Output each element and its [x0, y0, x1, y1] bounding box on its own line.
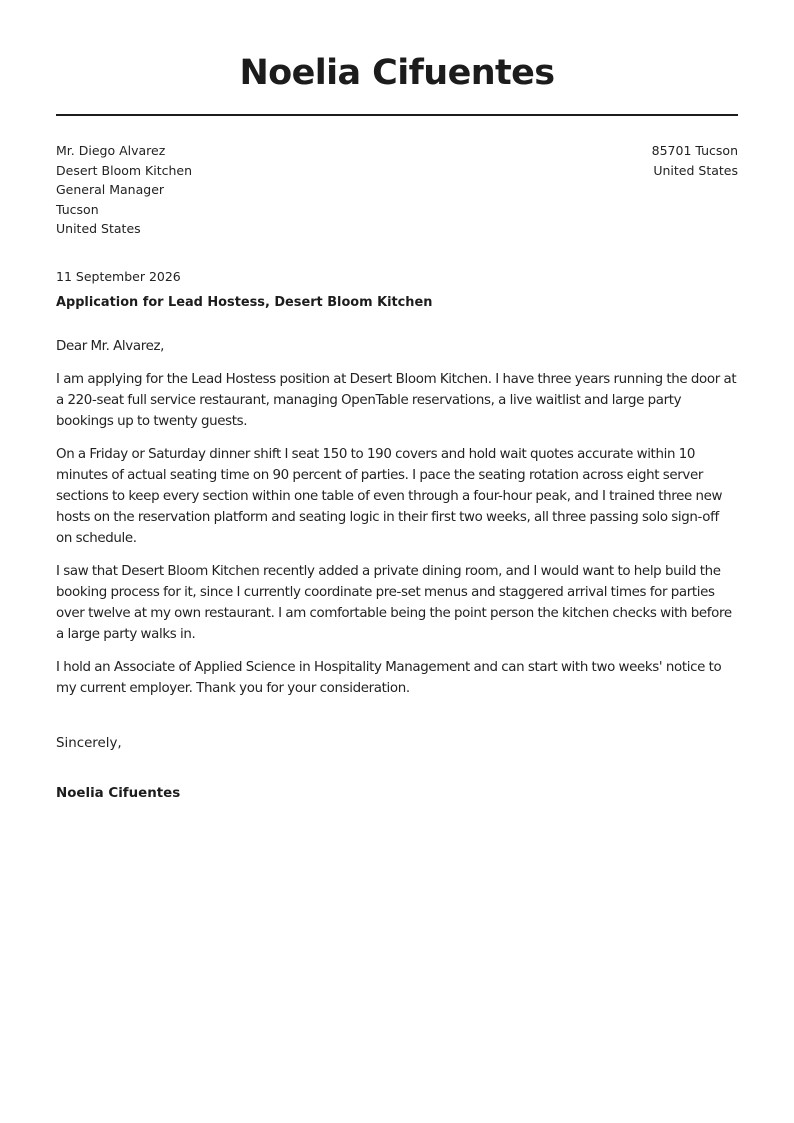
body-paragraph: I hold an Associate of Applied Science in Hospitality Management and can start with two weeks' notice to my current employer. Thank you for your consideration. — [56, 660, 722, 696]
letter-signature: Noelia Cifuentes — [56, 786, 181, 801]
body-paragraph: I saw that Desert Bloom Kitchen recently added a private dining room, and I would want to help build the booking process for it, since I currently coordinate pre-set menus and staggered arrival times for parties over twelve at my own restaurant. I am comfortable being the point person the kitchen checks with before a large party walks in. — [56, 564, 732, 642]
sender-country: United States — [653, 162, 738, 178]
recipient-country: United States — [56, 221, 141, 237]
recipient-title: General Manager — [56, 182, 165, 198]
sender-address — [652, 141, 738, 180]
body-paragraph: I am applying for the Lead Hostess position at Desert Bloom Kitchen. I have three years running the door at a 220-seat full service restaurant, managing OpenTable reservations, a live waitlist and large party bookings up to twenty guests. — [56, 372, 737, 429]
recipient-city: Tucson — [56, 201, 99, 217]
applicant-name-heading: Noelia Cifuentes — [239, 53, 555, 93]
recipient-address — [56, 141, 192, 239]
body-paragraph: On a Friday or Saturday dinner shift I seat 150 to 190 covers and hold wait quotes accurate within 10 minutes of actual seating time on 90 percent of parties. I pace the seating rotation across eight server sections to keep every section within one table of even through a four-hour peak, and I trained three new hosts on the reservation platform and seating logic in their first two weeks, all three passing solo sign-off on schedule. — [56, 447, 723, 546]
letter-date: 11 September 2026 — [56, 269, 181, 284]
letter-subject: Application for Lead Hostess, Desert Bloom Kitchen — [56, 295, 433, 310]
letter-body — [56, 336, 738, 711]
recipient-name: Mr. Diego Alvarez — [56, 143, 166, 158]
sender-postal-city: 85701 Tucson — [651, 143, 738, 158]
salutation: Dear Mr. Alvarez, — [56, 339, 165, 354]
recipient-company: Desert Bloom Kitchen — [56, 162, 193, 178]
header-divider — [56, 114, 738, 116]
cover-letter-page — [56, 0, 738, 1123]
letter-closing: Sincerely, — [56, 736, 122, 751]
